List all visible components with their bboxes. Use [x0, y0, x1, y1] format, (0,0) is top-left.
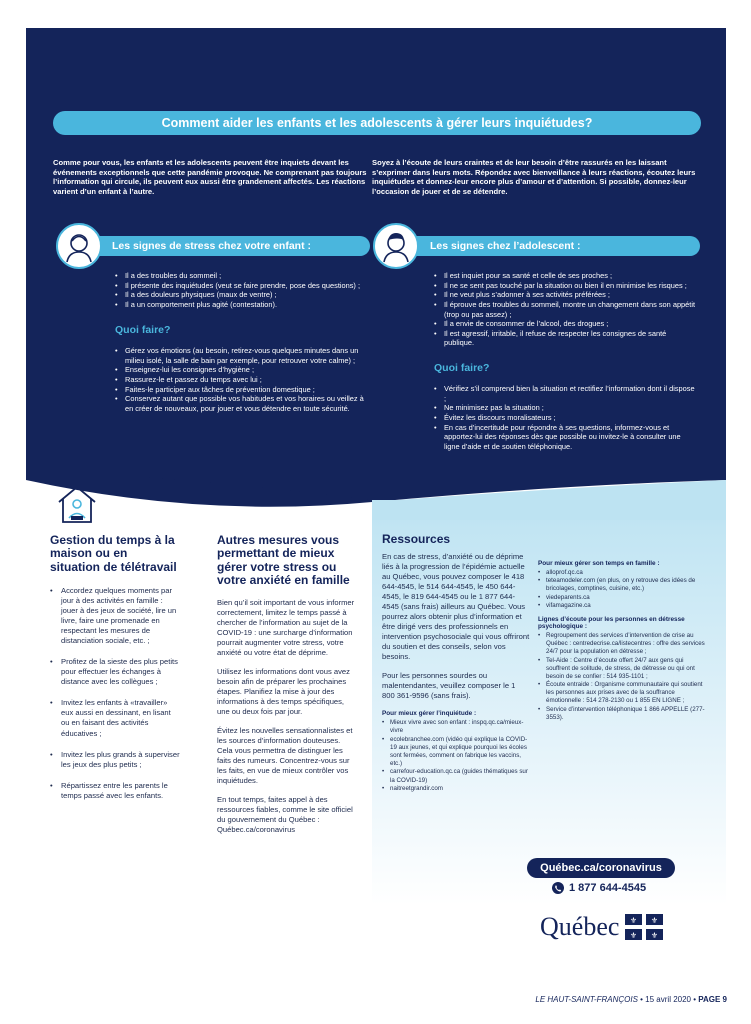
ressources-heading: Ressources	[382, 532, 451, 546]
autres-paragraph: Évitez les nouvelles sensationnalistes et les sources d’information douteuses. Cela vous permettra de distinguer les faits des rumeurs. Concentrez-vous sur les faits, en vue de mieux contrôler vos inquiétudes.	[217, 725, 353, 785]
child-avatar-icon	[56, 223, 102, 269]
list-item: • Accordez quelques moments par jour à des activités en famille : jouer à des jeux de société, lire un livre, faire une promenade en respectant les mesures de distanciation sociale, etc. ;	[50, 586, 180, 646]
footer-page: PAGE 9	[698, 995, 727, 1004]
list-item: • Il éprouve des troubles du sommeil, montre un changement dans son appétit (trop ou pas assez) ;	[434, 300, 696, 319]
list-item: • En cas d’incertitude pour répondre à ses questions, informez-vous et apportez-lui des réponses dès que possible ou invitez-le à consulter une ligne d’aide et de soutien téléphonique.	[434, 423, 696, 452]
list-item: • Il présente des inquiétudes (veut se faire prendre, pose des questions) ;	[115, 281, 370, 291]
list-item: • Il est agressif, irritable, il refuse de respecter les consignes de santé publique.	[434, 329, 696, 348]
svg-text:⚜: ⚜	[630, 931, 638, 940]
whatsapp-phone-icon	[552, 882, 564, 894]
footer-publication: LE HAUT-SAINT-FRANÇOIS	[535, 995, 638, 1004]
list-item: • Regroupement des services d’intervention de crise au Québec : centredecrise.ca/listecentres : offre des services 24/7 pour la population en détresse ;	[538, 632, 708, 657]
teen-quoi-faire: Quoi faire?	[434, 362, 490, 374]
list-item: • Faites-le participer aux tâches de prévention domestique ;	[115, 385, 370, 395]
list-item: • Service d’intervention téléphonique 1 866 APPELLE (277-3553).	[538, 706, 708, 722]
section-title: Comment aider les enfants et les adolescents à gérer leurs inquiétudes?	[53, 111, 701, 135]
list-item: • Profitez de la sieste des plus petits pour effectuer les échanges à distance avec les collègues ;	[50, 657, 180, 687]
list-item: • teteamodeler.com (en plus, on y retrouve des idées de bricolages, comptines, cuisine, etc.)	[538, 577, 708, 593]
autres-paragraph: Utilisez les informations dont vous avez besoin afin de préparer les prochaines étapes. Planifiez la mise à jour des informations à des temps spécifiques, une ou deux fois par jour.	[217, 666, 350, 716]
list-item: • Il est inquiet pour sa santé et celle de ses proches ;	[434, 271, 696, 281]
ecoute-heading: Lignes d’écoute pour les personnes en détresse psychologique :	[538, 615, 685, 630]
list-item: • Ne minimisez pas la situation ;	[434, 403, 696, 413]
list-item: • alloprof.qc.ca	[538, 569, 708, 577]
list-item: • vifamagazine.ca	[538, 602, 708, 610]
teen-signs-list	[434, 271, 696, 348]
intro-left: Comme pour vous, les enfants et les adolescents peuvent être inquiets devant les événements exceptionnels que cette pandémie provoque. Ne comprenant pas toujours l’information qui circule, ils peuvent eux aussi être grandement affectés. Les réactions varient d’un enfant à l’autre.	[53, 158, 367, 197]
list-item: • Il a un comportement plus agité (contestation).	[115, 300, 370, 310]
temps-list	[538, 569, 708, 610]
list-item: • Conservez autant que possible vos habitudes et vos horaires ou veillez à en créer de nouveaux, pour jouer et vous détendre en toute sécurité.	[115, 394, 370, 413]
footer-date: • 15 avril 2020 •	[640, 995, 697, 1004]
quebec-logo-word: Québec	[540, 912, 620, 941]
svg-text:⚜: ⚜	[651, 931, 659, 940]
list-item: • viedeparents.ca	[538, 594, 708, 602]
list-item: • Rassurez-le et passez du temps avec lui ;	[115, 375, 370, 385]
list-item: • Tel-Aide : Centre d’écoute offert 24/7 aux gens qui souffrent de solitude, de stress, de détresse ou qui ont besoin de se confier : 514 935-1101 ;	[538, 657, 708, 682]
list-item: • Il a des douleurs physiques (maux de ventre) ;	[115, 290, 370, 300]
phone-line	[552, 882, 646, 894]
quebec-logo	[540, 912, 663, 942]
list-item: • Évitez les discours moralisateurs ;	[434, 413, 696, 423]
autres-paragraph: Bien qu’il soit important de vous informer correctement, limitez le temps passé à chercher de l’information au sujet de la COVID-19 : une surcharge d’information pourrait augmenter votre stress, votre anxiété ou votre état de déprime.	[217, 597, 355, 657]
gestion-column	[50, 534, 180, 812]
list-item: • naitreetgrandir.com	[382, 785, 530, 793]
ecoute-list	[538, 632, 708, 722]
list-item: • ecolebranchee.com (vidéo qui explique la COVID-19 aux jeunes, et qui explique pourquoi les écoles sont fermées, comment on fabrique les vaccins, etc.)	[382, 736, 530, 769]
list-item: • Il ne veut plus s’adonner à ses activités préférées ;	[434, 290, 696, 300]
child-actions-list	[115, 346, 370, 413]
list-item: • Écoute entraide : Organisme communautaire qui soutient les personnes aux prises avec de la souffrance émotionnelle : 514 278-2130 ou 1 855 EN LIGNE ;	[538, 681, 708, 706]
ressources-paragraph: En cas de stress, d’anxiété ou de déprime liés à la progression de l’épidémie actuelle au Québec, vous pouvez composer le 418 644-4545, le 514 644-4545, le 450 644-4545, le 819 644-4545 ou le 1 877 644-4545 (sans frais) ailleurs au Québec. Vous pourrez alors obtenir plus d’information et être dirigé vers des professionnels en intervention psychosociale qui vous offriront du soutien et des conseils, selon vos besoins.	[382, 552, 530, 662]
home-work-icon	[55, 482, 99, 526]
intro-right: Soyez à l’écoute de leurs craintes et de leur besoin d’être rassurés en les laissant s’exprimer dans leurs mots. Répondez avec bienveillance à leurs réactions, écoutez leurs inquiétudes et donnez-leur encore plus d’amour et d’attention. Si possible, donnez-leur l’occasion de jouer et de se détendre.	[372, 158, 696, 197]
gestion-list	[50, 586, 180, 800]
child-signs-list	[115, 271, 370, 310]
list-item: • Il ne se sent pas touché par la situation ou bien il en minimise les risques ;	[434, 281, 696, 291]
ressources-column-2	[538, 560, 708, 728]
list-item: • Invitez les plus grands à superviser les jeux des plus petits ;	[50, 750, 180, 770]
autres-heading: Autres mesures vous permettant de mieux gérer votre stress ou votre anxiété en famille	[217, 533, 350, 588]
list-item: • Enseignez-lui les consignes d’hygiène ;	[115, 365, 370, 375]
teen-signs-heading: Les signes chez l’adolescent :	[410, 236, 700, 256]
gestion-heading: Gestion du temps à la maison ou en situation de télétravail	[50, 533, 177, 574]
child-quoi-faire: Quoi faire?	[115, 324, 171, 336]
list-item: • Répartissez entre les parents le temps passé avec les enfants.	[50, 781, 180, 801]
autres-column	[217, 534, 357, 844]
ressources-paragraph: Pour les personnes sourdes ou malentendantes, veuillez composer le 1 800 361-9596 (sans frais).	[382, 671, 516, 701]
list-item: • Vérifiez s’il comprend bien la situation et rectifiez l’information dont il dispose ;	[434, 384, 696, 403]
quebec-flag-icon	[625, 914, 663, 940]
quebec-coronavirus-link[interactable]: Québec.ca/coronavirus	[527, 858, 675, 878]
ressources-column	[382, 532, 530, 799]
list-item: • Il a des troubles du sommeil ;	[115, 271, 370, 281]
teen-avatar-icon	[373, 223, 419, 269]
autres-paragraph: En tout temps, faites appel à des ressources fiables, comme le site officiel du gouvernement du Québec : Québec.ca/coronavirus	[217, 795, 353, 835]
svg-text:⚜: ⚜	[651, 916, 659, 925]
svg-text:⚜: ⚜	[630, 916, 638, 925]
inquietude-heading: Pour mieux gérer l’inquiétude :	[382, 710, 477, 718]
list-item: • Invitez les enfants à «travailler» eux aussi en dessinant, en lisant ou en faisant des activités éducatives ;	[50, 698, 180, 738]
list-item: • Il a envie de consommer de l’alcool, des drogues ;	[434, 319, 696, 329]
phone-number: 1 877 644-4545	[569, 882, 647, 894]
inquietude-list	[382, 719, 530, 793]
resources-curve	[372, 480, 726, 520]
list-item: • Gérez vos émotions (au besoin, retirez-vous quelques minutes dans un milieu isolé, la salle de bain par exemple, pour retrouver votre calme) ;	[115, 346, 370, 365]
temps-heading: Pour mieux gérer son temps en famille :	[538, 560, 660, 567]
list-item: • Mieux vivre avec son enfant : inspq.qc.ca/mieux-vivre	[382, 719, 530, 735]
page-footer	[535, 995, 727, 1004]
list-item: • carrefour-education.qc.ca (guides thématiques sur la COVID-19)	[382, 768, 530, 784]
child-signs-heading: Les signes de stress chez votre enfant :	[92, 236, 370, 256]
